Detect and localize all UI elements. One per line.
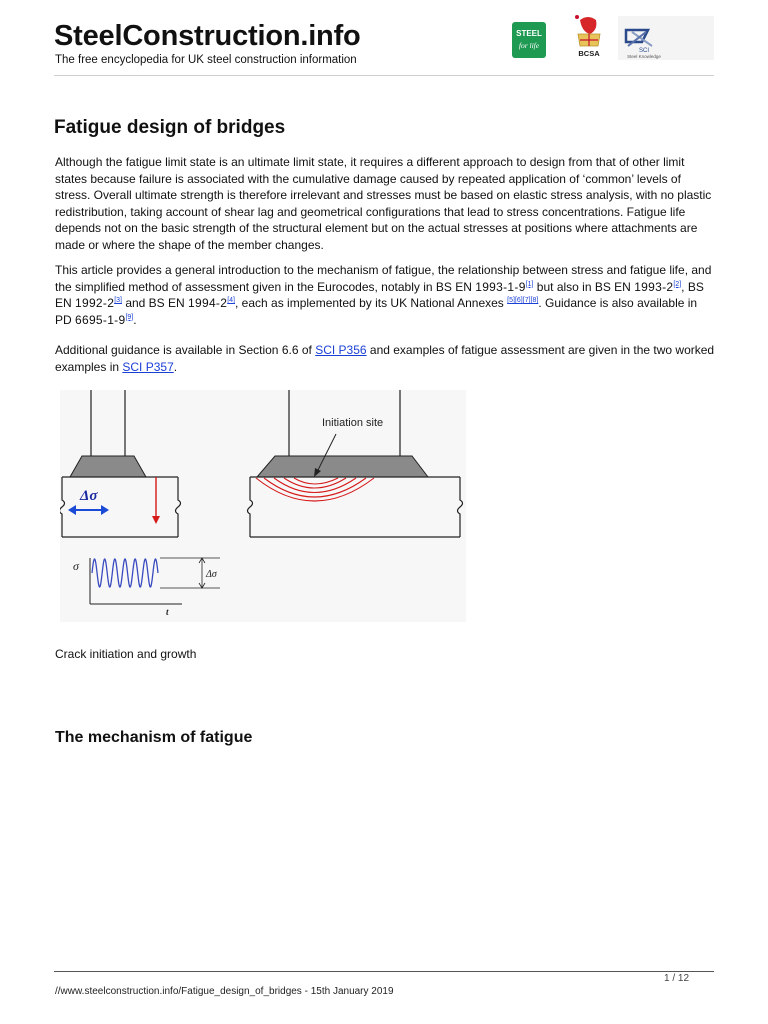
code: 6695-1-9 <box>75 312 126 327</box>
ref-link-7[interactable]: [7] <box>522 297 531 305</box>
ref-link-3[interactable]: [3] <box>114 297 122 305</box>
bcsa-logo-text: BCSA <box>578 49 600 58</box>
text: , each as implemented by its UK National Annexes <box>235 296 508 311</box>
initiation-site-label: Initiation site <box>322 417 384 429</box>
sci-logo-subtext: Steel Knowledge <box>627 54 661 59</box>
sci-logo[interactable] <box>618 12 714 64</box>
stress-wave <box>92 559 158 587</box>
text: This article provides a general introduction to the mechanism of fatigue, the relationship between stress and fatigue life, and the simplified method of assessment given in the Eurocodes, notably in BS EN <box>55 263 712 294</box>
right-detail <box>248 390 463 537</box>
steel-logo-line2: for life <box>518 41 540 50</box>
text: . <box>133 312 137 327</box>
ref-link-5[interactable]: [5] <box>507 297 515 305</box>
sci-p356-link[interactable]: SCI P356 <box>315 343 367 357</box>
site-title[interactable]: SteelConstruction.info <box>54 20 361 52</box>
text: . Guidance is also available in PD <box>55 296 698 327</box>
ref-link-1[interactable]: [1] <box>525 280 534 288</box>
figure-caption: Crack initiation and growth <box>55 647 197 661</box>
footer-divider <box>54 971 714 972</box>
sci-logo-text: SCI <box>638 48 650 54</box>
sigma-axis-label: σ <box>73 559 79 573</box>
ref-link-4[interactable]: [4] <box>227 297 235 305</box>
fatigue-figure[interactable] <box>60 390 466 622</box>
code: 1994-2 <box>188 296 228 311</box>
text: Additional guidance is available in Section 6.6 of <box>55 343 316 357</box>
text: and BS EN <box>121 296 189 311</box>
footer-url: //www.steelconstruction.info/Fatigue_design_of_bridges - 15th January 2019 <box>55 986 394 997</box>
guidance-paragraph <box>55 342 715 375</box>
crack-fronts <box>256 478 374 501</box>
intro-paragraph: Although the fatigue limit state is an ultimate limit state, it requires a different approach to design from that of other limit states because failure is associated with the cumulative damage caused by repeated application of ‘common’ levels of stress. Overall ultimate strength is therefore irrelevant and stresses must be based on elastic stress analysis, with no plastic redistribution, taking account of shear lag and geometrical configurations that lead to stress concentrations. Fatigue life depends not on the basic strength of the structural element but on the actual stresses at positions where attachments are made or where the shape of the member changes. <box>55 155 712 252</box>
page-title: Fatigue design of bridges <box>54 117 286 138</box>
text: but also in BS EN <box>533 279 635 294</box>
sci-p357-link[interactable]: SCI P357 <box>122 359 174 374</box>
code: 1993-1-9 <box>475 279 526 294</box>
bcsa-logo[interactable] <box>570 12 608 64</box>
ref-link-9[interactable]: [9] <box>125 313 134 321</box>
code: 1993-2 <box>634 279 674 294</box>
scope-paragraph <box>55 262 715 328</box>
ref-link-2[interactable]: [2] <box>673 280 682 288</box>
ref-link-6[interactable]: [6] <box>514 297 523 305</box>
section-heading: The mechanism of fatigue <box>55 729 253 746</box>
ref-link-8[interactable]: [8] <box>530 297 539 305</box>
text: and examples of fatigue assessment are given in the two worked examples in <box>55 343 715 374</box>
steel-for-life-logo[interactable] <box>510 12 550 64</box>
text: , BS EN <box>55 279 704 311</box>
steel-logo-line1: STEEL <box>516 29 542 38</box>
header-divider <box>54 75 714 76</box>
site-tagline: The free encyclopedia for UK steel construction information <box>55 54 357 66</box>
code: 1992-2 <box>75 296 115 311</box>
stress-history-graph <box>73 558 220 617</box>
time-axis-label: t <box>166 607 169 617</box>
delta-sigma-label: Δσ <box>80 488 98 504</box>
page-number: 1 / 12 <box>664 973 690 984</box>
delta-sigma-range-label: Δσ <box>206 569 217 580</box>
text: . <box>173 359 178 374</box>
left-detail <box>60 390 181 537</box>
